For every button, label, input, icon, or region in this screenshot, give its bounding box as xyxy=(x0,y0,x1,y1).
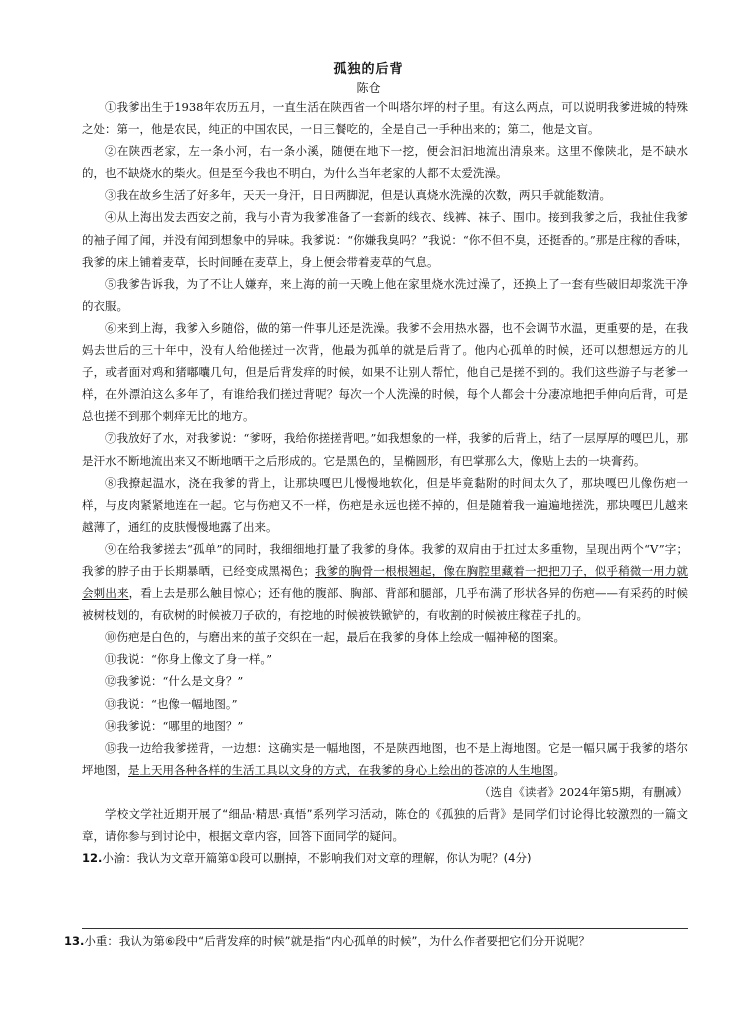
paragraph-3: ③我在故乡生活了好多年，天天一身汗，日日两脚泥，但是认真烧水洗澡的次数，两只手就能数清。 xyxy=(105,188,611,203)
question-13-number: 13. xyxy=(64,934,85,948)
paragraph-13: ⑬我说：“也像一幅地图。” xyxy=(105,696,238,711)
underlined-sentence-9: 我爹的胸骨一根根翘起，像在胸腔里藏着一把把刀子，似乎稍微一用力就会刺出来 xyxy=(82,563,689,601)
question-13-text: 小重：我认为第⑥段中“后背发痒的时候”就是指“内心孤单的时候”，为什么作者要把它们分开说呢？ xyxy=(84,934,591,948)
question-12-number: 12. xyxy=(82,851,103,866)
paragraph-15 xyxy=(82,737,688,781)
answer-line xyxy=(82,928,688,929)
article-author: 陈仓 xyxy=(356,81,381,95)
article-source: （选自《读者》2024年第5期，有删减） xyxy=(478,784,688,799)
paragraph-15-before: ⑮我一边给我爹搓背，一边想：这确实是一幅地图，不是陕西地图，也不是上海地图。它是一幅只属于我爹的塔尔坪地图， xyxy=(82,740,688,777)
question-12-text: 小渝：我认为文章开篇第①段可以删掉，不影响我们对文章的理解，你认为呢？(4分) xyxy=(102,851,532,866)
underlined-sentence-15: 是上天用各种各样的生活工具以文身的方式，在我爹的身心上绘出的苍凉的人生地图 xyxy=(128,762,554,777)
paragraph-6: ⑥来到上海，我爹入乡随俗，做的第一件事儿还是洗澡。我爹不会用热水器，也不会调节水温，更重要的是，在我妈去世后的三十年中，没有人给他搓过一次背，他最为孤单的就是后背了。他内心孤单的时候，还可以想想远方的儿子，或者面对鸡和猪嘟囔几句，但是后背发痒的时候，如果不让别人帮忙，他自己是搓不到的。我们这些游子与老爹一样，在外漂泊这么多年了，有谁给我们搓过背呢？每次一个人洗澡的时候，每个人都会十分凄凉地把手伸向后背，可是总也搓不到那个刺痒无比的地方。 xyxy=(82,320,688,424)
paragraph-9-after: ，看上去是那么触目惊心；还有他的腹部、胸部、背部和腿部，几乎布满了形状各异的伤疤——有采药的时候被树枝划的，有砍树的时候被刀子砍的，有挖地的时候被铁锨铲的，有收割的时候被庄稼茬子扎的。 xyxy=(82,586,688,623)
paragraph-8: ⑧我撩起温水，浇在我爹的背上，让那块嘎巴儿慢慢地软化，但是毕竟黏附的时间太久了，那块嘎巴儿像伤疤一样，与皮肉紧紧地连在一起。它与伤疤又不一样，伤疤是永远也搓不掉的，但是随着我一遍遍地搓洗，那块嘎巴儿越来越薄了，通红的皮肤慢慢地露了出来。 xyxy=(82,475,688,534)
paragraph-1: ①我爹出生于1938年农历五月，一直生活在陕西省一个叫塔尔坪的村子里。有这么两点，可以说明我爹进城的特殊之处：第一，他是农民，纯正的中国农民，一日三餐吃的，全是自己一手种出来的；第二，他是文盲。 xyxy=(82,100,688,137)
paragraph-5: ⑤我爹告诉我，为了不让人嫌弃，来上海的前一天晚上他在家里烧水洗过澡了，还换上了一套有些破旧却浆洗干净的衣服。 xyxy=(82,276,688,313)
paragraph-7: ⑦我放好了水，对我爹说：“爹呀，我给你搓搓背吧。”如我想象的一样，我爹的后背上，结了一层厚厚的嘎巴儿，那是汗水不断地流出来又不断地晒干之后形成的。它是黑色的，呈椭圆形，有巴掌那么大，像贴上去的一块膏药。 xyxy=(82,431,688,468)
article-body xyxy=(82,96,688,869)
paragraph-15-after: 。 xyxy=(553,762,565,777)
paragraph-2: ②在陕西老家，左一条小河，右一条小溪，随便在地下一挖，便会汩汩地流出清泉来。这里不像陕北，是不缺水的，也不缺烧水的柴火。但是至今我也不明白，为什么当年老家的人都不太爱洗澡。 xyxy=(82,144,688,181)
paragraph-9-before: ⑨在给我爹搓去“孤单”的同时，我细细地打量了我爹的身体。我爹的双肩由于扛过太多重物，呈现出两个“V”字；我爹的脖子由于长期暴晒，已经变成黑褐色； xyxy=(82,541,688,578)
paragraph-4: ④从上海出发去西安之前，我与小青为我爹准备了一套新的线衣、线裤、袜子、围巾。接到我爹之后，我扯住我爹的袖子闻了闻，并没有闻到想象中的异味。我爹说：“你嫌我臭吗？”我说：“你不但不臭，还挺香的。”那是庄稼的香味，我爹的床上铺着麦草，长时间睡在麦草上，身上便会带着麦草的气息。 xyxy=(82,210,688,269)
paragraph-12: ⑫我爹说：“什么是文身？” xyxy=(105,674,244,689)
paragraph-14: ⑭我爹说：“哪里的地图？” xyxy=(105,718,244,733)
paragraph-9 xyxy=(82,538,688,626)
question-12 xyxy=(82,847,688,869)
paragraph-11: ⑪我说：“你身上像文了身一样。” xyxy=(105,652,273,667)
paragraph-10: ⑩伤疤是白色的，与磨出来的茧子交织在一起，最后在我爹的身体上绘成一幅神秘的图案。 xyxy=(105,630,565,645)
article-title: 孤独的后背 xyxy=(333,62,404,77)
activity-intro: 学校文学社近期开展了“细品·精思·真悟”系列学习活动，陈仓的《孤独的后背》是同学们讨论得比较激烈的一篇文章，请你参与到讨论中，根据文章内容，回答下面同学的疑问。 xyxy=(82,807,688,844)
question-13 xyxy=(64,933,704,949)
